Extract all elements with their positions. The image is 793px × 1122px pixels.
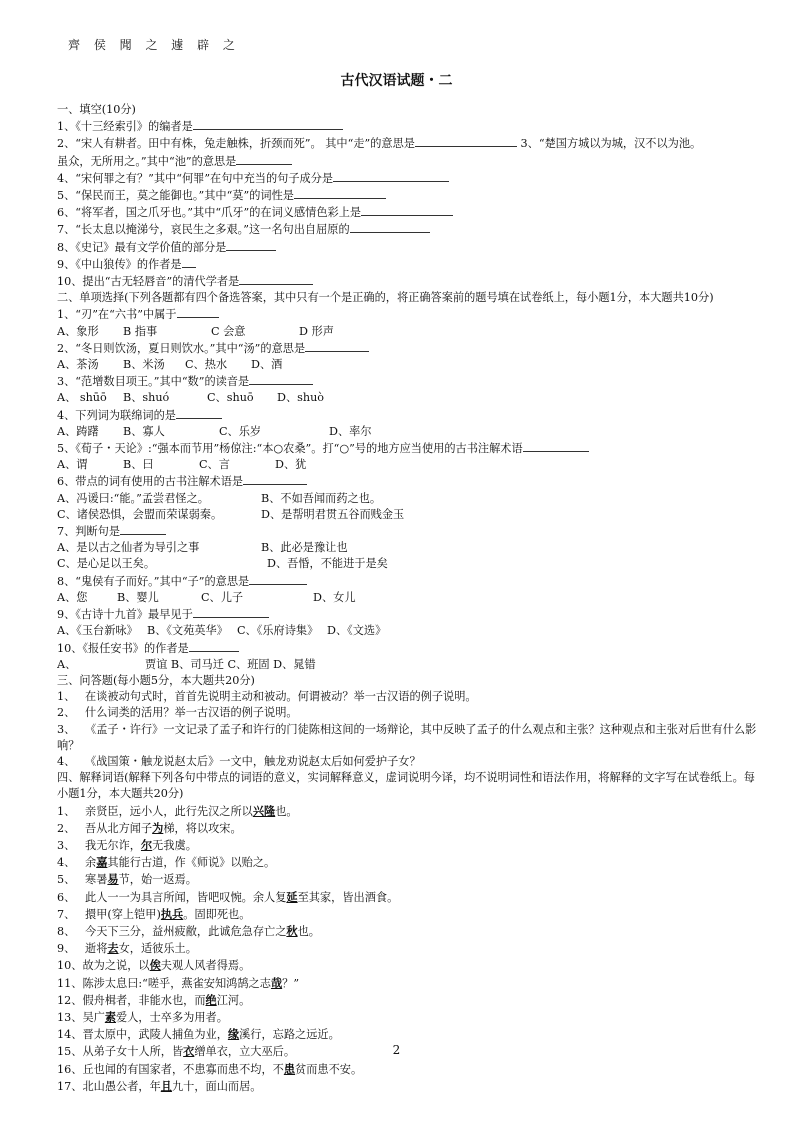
- answer-blank: [523, 440, 589, 452]
- key-word: 衣: [183, 1044, 195, 1059]
- list-item: 8、 今天下三分，益州疲敝，此诚危急存亡之秋也。: [57, 923, 320, 938]
- section-heading: 三、问答题(每小题5分，本大题共20分): [57, 673, 255, 687]
- question: 虽众，无所用之。”其中“池”的意思是: [57, 153, 757, 170]
- answer-blank: [236, 153, 292, 165]
- options: A、踌躇 B、寡人 C、乐岁 D、率尔: [57, 424, 372, 438]
- question: 7、判断句是: [57, 523, 757, 540]
- question: 1、《十三经索引》的编者是: [57, 118, 757, 135]
- answer-blank: [189, 640, 239, 652]
- list-item: 10、故为之说，以俟夫观人风者得焉。: [57, 958, 251, 973]
- exam-body: [57, 102, 757, 1095]
- list-item: 14、晋太原中，武陵人捕鱼为业，缘溪行，忘路之远近。: [57, 1027, 340, 1042]
- list-item: 16、丘也闻的有国家者，不患寡而患不均，不患贫而患不安。: [57, 1061, 363, 1076]
- list-item: 15、从弟子女十人所，皆衣缯单衣，立大巫后。: [57, 1044, 296, 1059]
- list-item: 11、陈涉太息曰:“嗟乎，燕雀安知鸿鹄之志哉？”: [57, 975, 300, 990]
- question: 10、提出“古无轻唇音”的清代学者是: [57, 273, 757, 290]
- key-word: 执兵: [160, 906, 184, 921]
- list-item: 3、 我无尔诈，尔无我虞。: [57, 837, 197, 852]
- list-item: 4、 余嘉其能行古道，作《师说》以贻之。: [57, 855, 276, 870]
- answer-blank: [415, 135, 517, 147]
- key-word: 患: [283, 1061, 296, 1076]
- answer-blank: [243, 473, 307, 485]
- list-item: 12、假舟楫者，非能水也，而绝江河。: [57, 992, 251, 1007]
- answer-blank: [193, 118, 343, 130]
- list-item: 1、 亲贤臣，远小人，此行先汉之所以兴隆也。: [57, 803, 298, 818]
- page-number: 2: [392, 1043, 401, 1057]
- key-word: 哉: [270, 975, 283, 990]
- section-heading: 四、解释词语(解释下列各句中带点的词语的意义，实词解释意义，虚词说明今译，均不说明词性和语法作用，将解释的文字写在试卷纸上。每小题1分，本大题共20分): [57, 771, 755, 801]
- key-word: 兴隆: [252, 803, 276, 818]
- answer-blank: [294, 187, 386, 199]
- page-header: 齊 侯 聞 之 遽 辟 之: [68, 38, 240, 52]
- key-word: 秋: [286, 923, 298, 938]
- key-word: 素: [104, 1009, 117, 1024]
- list-item: 2、 吾从北方闻子为梯，将以攻宋。: [57, 820, 242, 835]
- answer-blank: [120, 523, 166, 535]
- key-word: 绝: [205, 992, 217, 1007]
- options: A、您 B、婴儿 C、儿子 D、女儿: [57, 590, 356, 604]
- options: C、是心足以王矣。 D、吾惛，不能进于是矣: [57, 557, 388, 571]
- answer-blank: [193, 606, 269, 618]
- options: A、 shūō B、shuó C、shuō D、shuò: [57, 391, 325, 405]
- answer-blank: [239, 273, 313, 285]
- list-item: 13、吴广素爱人，士卒多为用者。: [57, 1009, 228, 1024]
- answer-blank: [176, 407, 222, 419]
- list-item: 2、 什么词类的活用？举一古汉语的例子说明。: [57, 706, 298, 720]
- question: 2、“冬日则饮汤，夏日则饮水。”其中“汤”的意思是: [57, 340, 757, 357]
- question: 8、《史记》最有文学价值的部分是: [57, 239, 757, 256]
- options: A、象形 B 指事 C 会意 D 形声: [57, 324, 334, 338]
- answer-blank: [249, 373, 313, 385]
- list-item: 7、 擐甲(穿上铠甲)执兵。固即死也。: [57, 906, 251, 921]
- answer-blank: [305, 340, 369, 352]
- question: 7、“长太息以掩涕兮，哀民生之多艰。”这一名句出自屈原的: [57, 221, 757, 238]
- answer-blank: [226, 239, 276, 251]
- question: 8、“鬼侯有子而好。”其中“子”的意思是: [57, 573, 757, 590]
- key-word: 去: [107, 941, 119, 956]
- section-heading: 二、单项选择(下列各题都有四个备选答案，其中只有一个是正确的，将正确答案前的题号填在试卷纸上，每小题1分，本大题共10分): [57, 291, 714, 305]
- key-word: 俟: [149, 958, 161, 973]
- options: A、谓 B、曰 C、言 D、犹: [57, 458, 307, 472]
- key-word: 且: [160, 1078, 172, 1093]
- key-word: 嘉: [96, 855, 108, 870]
- question: 2、“宋人有耕者。田中有株，兔走触株，折颈而死”。 其中“走”的意思是 3、“楚国方城以为城，汉不以为池。: [57, 137, 702, 151]
- answer-blank: [333, 170, 449, 182]
- list-item: 17、北山愚公者，年且九十，面山而居。: [57, 1078, 262, 1093]
- question: 9、《中山狼传》的作者是: [57, 256, 757, 273]
- answer-blank: [249, 573, 307, 585]
- question: 4、下列词为联绵词的是: [57, 407, 757, 424]
- options: A、茶汤 B、米汤 C、热水 D、酒: [57, 358, 283, 372]
- options: A、 贾谊 B、司马迁 C、班固 D、晁错: [57, 657, 316, 671]
- question: 6、“将军者，国之爪牙也。”其中“爪牙”的在词义感情色彩上是: [57, 204, 757, 221]
- question: 5、“保民而王，莫之能御也。”其中“莫”的词性是: [57, 187, 757, 204]
- options: A、冯谖曰:“能。”孟尝君怪之。 B、不如吾闻而药之也。: [57, 491, 382, 505]
- question: 4、“宋何罪之有？”其中“何罪”在句中充当的句子成分是: [57, 170, 757, 187]
- question: 3、“范增数目项王。”其中“数”的读音是: [57, 373, 757, 390]
- key-word: 缘: [227, 1027, 240, 1042]
- options: A、是以古之仙者为导引之事 B、此必是豫让也: [57, 541, 348, 555]
- key-word: 尔: [140, 837, 153, 852]
- key-word: 延: [286, 889, 298, 904]
- list-item: 3、 《孟子・许行》一文记录了孟子和许行的门徒陈相这间的一场辩论，其中反映了孟子的什么观点和主张？这种观点和主张对后世有什么影响？: [57, 722, 757, 752]
- key-word: 为: [152, 820, 164, 835]
- answer-blank: [361, 204, 453, 216]
- list-item: 4、 《战国策・触龙说赵太后》一文中，触龙劝说赵太后如何爱护子女？: [57, 754, 421, 768]
- options: A、《玉台新咏》 B、《文苑英华》 C、《乐府诗集》 D、《文选》: [57, 624, 387, 638]
- question: 6、带点的词有使用的古书注解术语是: [57, 473, 757, 490]
- answer-blank: [350, 221, 430, 233]
- list-item: 5、 寒暑易节，始一返焉。: [57, 872, 197, 887]
- list-item: 1、 在谈被动句式时，首首先说明主动和被动。何谓被动？举一古汉语的例子说明。: [57, 690, 477, 704]
- key-word: 易: [107, 872, 119, 887]
- question: 1、“刃”在“六书”中属于: [57, 306, 757, 323]
- question: 5、《荀子・天论》:“强本而节用”杨倞注:“本○农桑”。打“○”号的地方应当使用的古书注解术语: [57, 440, 757, 457]
- page-title: 古代汉语试题・二: [340, 73, 453, 89]
- question: 9、《古诗十九首》最早见于: [57, 606, 757, 623]
- answer-blank: [177, 306, 219, 318]
- list-item: 9、 逝将去女，适彼乐土。: [57, 941, 197, 956]
- answer-blank: [182, 256, 196, 268]
- options: C、诸侯恐惧，会盟而荣谋弱秦。 D、是帮明君贯五谷而贱金玉: [57, 507, 405, 521]
- question: 10、《报任安书》的作者是: [57, 640, 757, 657]
- list-item: 6、 此人一一为具言所闻，皆吧叹惋。余人复延至其家，皆出酒食。: [57, 889, 399, 904]
- section-heading: 一、填空(10分): [57, 103, 136, 116]
